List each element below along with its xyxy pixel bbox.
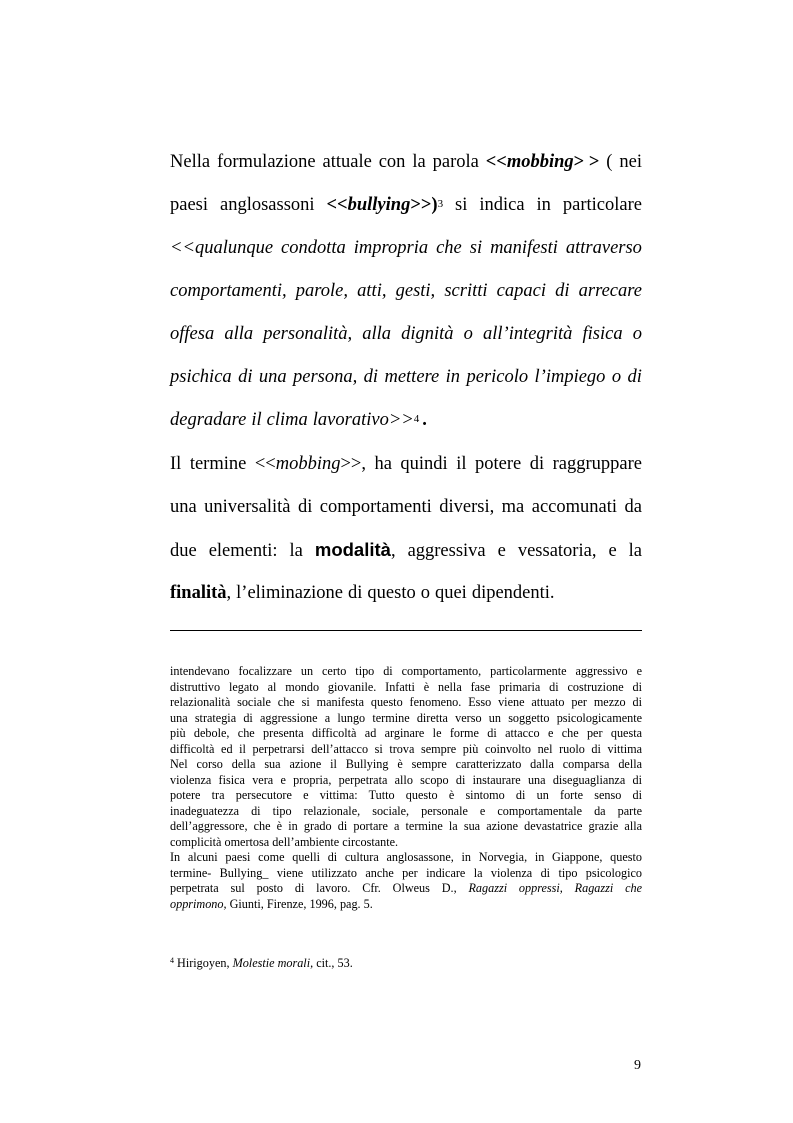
word: e bbox=[608, 541, 617, 561]
word: o bbox=[632, 324, 642, 344]
footnote-line: potere tra persecutore e vittima: Tutto questo è sintomo di un forte senso di bbox=[170, 788, 642, 802]
word: la bbox=[412, 152, 426, 172]
word: di bbox=[555, 281, 570, 301]
word: paesi bbox=[170, 195, 209, 215]
body-line bbox=[170, 582, 642, 604]
word: ma bbox=[501, 497, 525, 517]
word: si bbox=[455, 195, 468, 215]
body-line bbox=[170, 366, 642, 388]
footnote-line: distruttivo legato al mondo giovanile. Infatti è nella fase primaria di costruzione di bbox=[170, 679, 642, 694]
word: all’integrità bbox=[483, 324, 573, 344]
word: nei bbox=[619, 152, 642, 172]
footnote-text: Hirigoyen, bbox=[174, 956, 233, 970]
word: o bbox=[463, 324, 473, 344]
word: Nella bbox=[170, 152, 211, 172]
term-finalita: finalità, bbox=[170, 583, 232, 603]
word: dignità bbox=[401, 324, 454, 344]
word: mettere bbox=[384, 367, 440, 387]
body-line bbox=[170, 280, 642, 302]
word: capaci bbox=[496, 281, 546, 301]
word: e bbox=[497, 541, 506, 561]
word: termine bbox=[189, 454, 247, 474]
footnote-line: complicità omertosa dell’ambiente circostante. bbox=[170, 834, 399, 849]
word: di bbox=[297, 497, 313, 517]
footnote-text: Giunti, Firenze, 1996, pag. 5. bbox=[226, 896, 373, 911]
word: l’impiego bbox=[534, 367, 606, 387]
footnote-number: 4 bbox=[170, 956, 174, 965]
word: ha bbox=[374, 454, 392, 474]
footnote-line: termine- Bullying_ viene utilizzato anche per indicare la violenza di tipo psicologico bbox=[170, 865, 642, 880]
word: o bbox=[611, 367, 622, 387]
word: parola bbox=[432, 152, 479, 172]
word: universalità bbox=[204, 497, 291, 517]
word: pericolo bbox=[466, 367, 529, 387]
word: offesa bbox=[170, 324, 215, 344]
word: di bbox=[627, 367, 642, 387]
word: questo bbox=[367, 583, 416, 603]
term-bullying: <<bullying>>)$^3$ bbox=[326, 195, 444, 215]
word: scritti bbox=[444, 281, 488, 301]
footnote-line: Nel corso della sua azione il Bullying è sempre caratterizzato dalla comparsa della bbox=[170, 757, 642, 771]
footnote-line: difficoltà ed il perpetrarsi dell’attacco si trova sempre più coinvolto nel ruolo di vittima bbox=[170, 741, 642, 756]
footnote-book-title: opprimono, bbox=[170, 896, 227, 911]
word: dipendenti. bbox=[471, 583, 555, 603]
body-line bbox=[170, 323, 642, 345]
footnote-book-title: Molestie morali, bbox=[232, 956, 314, 970]
page-number: 9 bbox=[634, 1058, 641, 1073]
word: gesti, bbox=[395, 281, 436, 301]
word: indica bbox=[479, 195, 525, 215]
word: degradare bbox=[170, 410, 247, 430]
word: <<qualunque bbox=[170, 238, 274, 258]
body-line bbox=[170, 539, 642, 562]
body-line bbox=[170, 194, 642, 216]
word: persona, bbox=[293, 367, 358, 387]
word: di bbox=[529, 454, 545, 474]
word: aggressiva bbox=[407, 541, 486, 561]
word: personalità, bbox=[263, 324, 353, 344]
word: alla bbox=[362, 324, 391, 344]
footnote-book-title: Ragazzi oppressi, Ragazzi che bbox=[468, 881, 643, 895]
word: elementi: bbox=[208, 541, 278, 561]
footnote-line: più debole, che presenta difficoltà ad arginare le forme di attacco e che per questa bbox=[170, 726, 642, 740]
word: il bbox=[251, 410, 262, 430]
word: atti, bbox=[357, 281, 387, 301]
word: raggruppare bbox=[552, 454, 642, 474]
word: di bbox=[238, 367, 253, 387]
word: vessatoria, bbox=[517, 541, 597, 561]
word: una bbox=[170, 497, 197, 517]
word: comportamenti, bbox=[170, 281, 287, 301]
word: o bbox=[420, 583, 430, 603]
word: potere bbox=[474, 454, 522, 474]
word: una bbox=[258, 367, 287, 387]
word: ( bbox=[606, 152, 613, 172]
footnote-line: In alcuni paesi come quelli di cultura anglosassone, in Norvegia, in Giappone, questo bbox=[170, 850, 642, 864]
footnote-text: perpetrata sul posto di lavoro. Cfr. Olweus D., bbox=[170, 881, 457, 895]
word: la bbox=[628, 541, 642, 561]
footnote-line: relazionalità sociale che si manifesta questo fenomeno. Esso viene attuato per mezzo di bbox=[170, 695, 642, 709]
body-line bbox=[170, 496, 642, 518]
footnote-line: una strategia di aggressione a lungo termine diretta verso un soggetto psicologicamente bbox=[170, 710, 642, 725]
word: si bbox=[469, 238, 483, 258]
word: da bbox=[624, 497, 642, 517]
word: arrecare bbox=[578, 281, 642, 301]
term-mobbing: <<mobbing>>, bbox=[254, 454, 366, 474]
footnote-line: dell’aggressore, che è in grado di portare a termine la sua azione devastatrice grazie alla bbox=[170, 819, 642, 833]
word: comportamenti bbox=[319, 497, 432, 517]
word: attraverso bbox=[565, 238, 642, 258]
word: particolare bbox=[562, 195, 642, 215]
term-mobbing: <<mobbing> > bbox=[485, 152, 600, 172]
footnote-text: cit., 53. bbox=[313, 956, 353, 970]
footnote-4 bbox=[170, 956, 353, 972]
word: con bbox=[378, 152, 406, 172]
footnote-ref: 3 bbox=[437, 198, 444, 210]
word: attuale bbox=[322, 152, 372, 172]
word: lavorativo>>$^4$ . bbox=[312, 410, 427, 430]
word: il bbox=[456, 454, 467, 474]
word: fisica bbox=[582, 324, 623, 344]
word: psichica bbox=[170, 367, 232, 387]
body-line bbox=[170, 151, 642, 173]
word: impropria bbox=[353, 238, 429, 258]
word: condotta bbox=[281, 238, 346, 258]
word: manifesti bbox=[490, 238, 558, 258]
word: di bbox=[348, 583, 363, 603]
word: la bbox=[289, 541, 303, 561]
word: di bbox=[363, 367, 379, 387]
word: quindi bbox=[400, 454, 448, 474]
word: parole, bbox=[295, 281, 349, 301]
word: due bbox=[170, 541, 197, 561]
word: che bbox=[436, 238, 462, 258]
footnote-line bbox=[170, 881, 642, 897]
word: quei bbox=[434, 583, 467, 603]
word: in bbox=[445, 367, 461, 387]
term-modalita: modalità, bbox=[314, 539, 396, 561]
word: alla bbox=[224, 324, 254, 344]
word: clima bbox=[266, 410, 308, 430]
word: accomunati bbox=[531, 497, 617, 517]
footnote-line: inadeguatezza di tipo relazionale, sociale, personale e comportamentale da parte bbox=[170, 803, 642, 818]
word: formulazione bbox=[216, 152, 316, 172]
word: l’eliminazione bbox=[236, 583, 344, 603]
footnote-ref: 4 bbox=[413, 413, 420, 425]
body-line bbox=[170, 237, 642, 259]
footnote-separator bbox=[170, 630, 642, 631]
word: in bbox=[536, 195, 551, 215]
footnote-line bbox=[170, 897, 642, 913]
word: diversi, bbox=[439, 497, 495, 517]
word: anglosassoni bbox=[219, 195, 315, 215]
footnote-line: violenza fisica vera e propria, perpetrata allo scopo di instaurare una diseguaglianza di bbox=[170, 772, 642, 787]
footnote-line: intendevano focalizzare un certo tipo di comportamento, particolarmente aggressivo e bbox=[170, 664, 642, 678]
body-line bbox=[170, 409, 642, 431]
body-line bbox=[170, 453, 642, 475]
word: Il bbox=[170, 454, 182, 474]
